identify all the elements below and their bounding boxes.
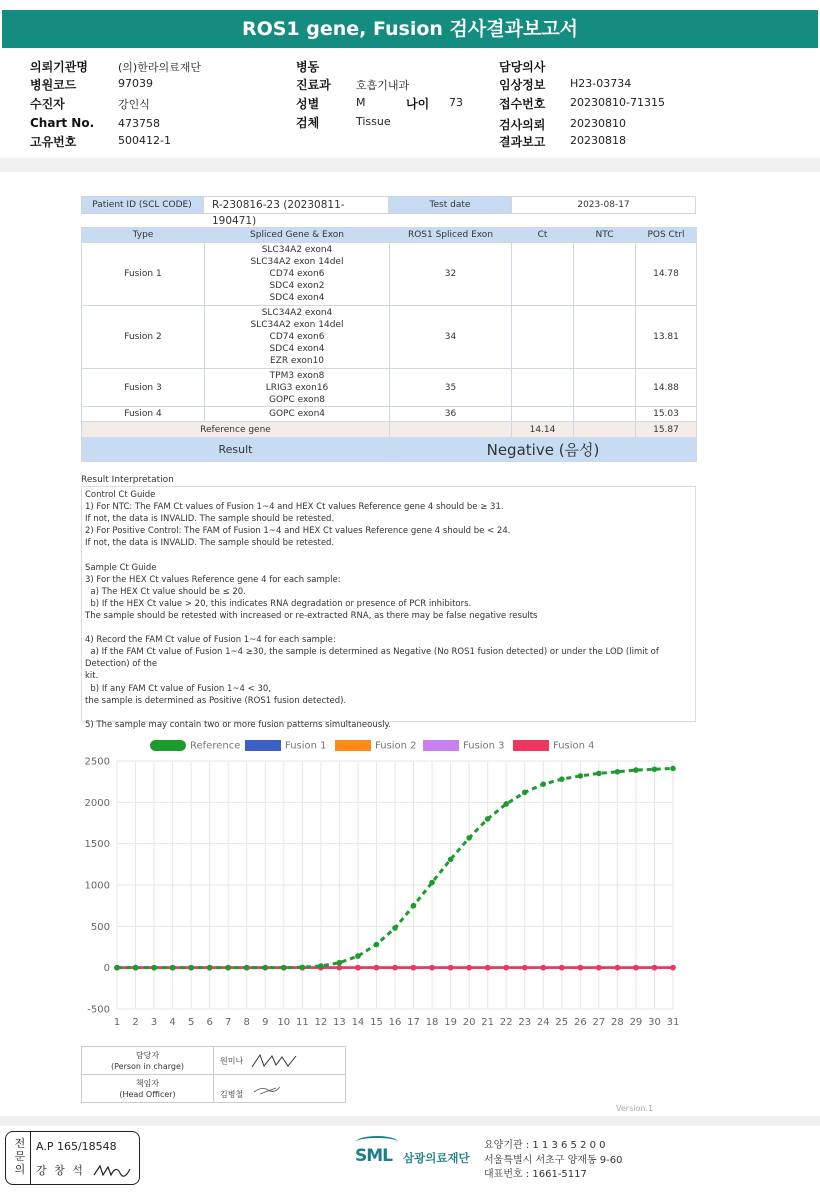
person-in-charge-label: 담당자	[135, 1050, 160, 1060]
table-row	[82, 243, 697, 306]
logo-mark: SML	[355, 1146, 392, 1166]
row-genes	[205, 243, 390, 306]
x-tick-label: 13	[333, 1017, 346, 1028]
x-tick-label: 6	[206, 1017, 213, 1028]
legend-label: Fusion 4	[553, 740, 595, 752]
stamp-divider	[30, 1132, 31, 1184]
value-chart-no: 473758	[118, 117, 160, 130]
legend-swatch	[513, 740, 549, 751]
gene-item: LRIG3 exon16	[265, 382, 329, 393]
data-point	[448, 965, 454, 971]
data-point	[114, 965, 120, 971]
row-genes	[205, 369, 390, 407]
label-age: 나이	[406, 97, 430, 111]
stamp-vertical-char: 전	[14, 1137, 26, 1150]
col-header-gene: Spliced Gene & Exon	[205, 228, 390, 243]
x-tick-label: 8	[243, 1017, 250, 1028]
address-line: 요양기관 : 1 1 3 6 5 2 0 0	[484, 1140, 606, 1151]
x-tick-label: 28	[611, 1017, 624, 1028]
x-tick-label: 10	[277, 1017, 291, 1028]
data-point	[578, 965, 584, 971]
data-point	[281, 965, 287, 971]
result-value: Negative (음성)	[390, 438, 697, 462]
y-tick-label: 0	[103, 963, 110, 975]
gene-item: SLC34A2 exon 14del	[250, 257, 344, 267]
patient-info-block	[0, 54, 820, 154]
interpretation-line	[85, 549, 692, 561]
reference-gene-row	[82, 422, 697, 438]
x-tick-label: 18	[425, 1017, 439, 1028]
gene-item: CD74 exon6	[269, 269, 325, 279]
data-point	[411, 965, 417, 971]
gene-item: CD74 exon6	[269, 332, 325, 342]
x-tick-label: 11	[295, 1017, 309, 1028]
label-department: 진료과	[296, 78, 331, 92]
x-tick-label: 26	[573, 1017, 587, 1028]
data-point	[337, 965, 343, 971]
x-tick-label: 31	[666, 1017, 680, 1028]
data-point	[633, 767, 639, 773]
data-point	[374, 942, 380, 948]
value-sex: M	[356, 96, 366, 109]
label-ward: 병동	[296, 60, 320, 74]
data-point	[318, 963, 324, 969]
data-point	[652, 965, 658, 971]
x-tick-label: 23	[518, 1017, 532, 1028]
legend-item[interactable]	[150, 740, 240, 752]
x-tick-label: 15	[370, 1017, 383, 1028]
row-exon: 36	[390, 407, 512, 422]
data-point	[615, 769, 621, 775]
gene-item: SDC4 exon4	[269, 344, 325, 354]
data-point	[596, 965, 602, 971]
legend-swatch	[150, 740, 186, 751]
label-sex: 성별	[296, 97, 320, 111]
data-point	[466, 835, 472, 841]
patient-id-label: Patient ID (SCL CODE)	[81, 196, 203, 214]
data-point	[633, 965, 639, 971]
row-exon: 32	[390, 243, 512, 306]
interpretation-line: 2) For Positive Control: The FAM of Fusion 1~4 and HEX Ct values Reference gene 4 should be < 24.	[85, 526, 511, 537]
row-type: Fusion 2	[82, 306, 205, 369]
value-receipt-no: 20230810-71315	[570, 96, 665, 109]
x-tick-label: 1	[113, 1017, 121, 1028]
data-point	[652, 766, 658, 772]
x-tick-label: 9	[262, 1017, 269, 1028]
label-patient: 수진자	[30, 97, 65, 111]
signature-image-1	[250, 1052, 300, 1070]
col-header-ntc: NTC	[574, 228, 636, 243]
gene-item: SLC34A2 exon4	[261, 308, 333, 318]
x-tick-label: 7	[225, 1017, 232, 1028]
interpretation-line: 5) The sample may contain two or more fusion patterns simultaneously.	[85, 719, 392, 730]
interpretation-line: The sample should be retested with increased or re-extracted RNA, as there may be false negative results	[85, 610, 538, 621]
x-tick-label: 24	[536, 1017, 550, 1028]
row-pos-ctrl: 14.88	[636, 369, 697, 407]
data-point	[466, 965, 472, 971]
interpretation-line: Sample Ct Guide	[85, 562, 157, 573]
data-point	[540, 781, 546, 787]
row-type: Fusion 4	[82, 407, 205, 422]
legend-item[interactable]	[513, 740, 595, 752]
divider-band-top	[0, 158, 820, 172]
data-point	[522, 790, 528, 796]
row-ntc	[574, 243, 636, 306]
signature-image-2	[250, 1082, 290, 1096]
data-point	[392, 965, 398, 971]
x-tick-label: 3	[150, 1017, 158, 1028]
stamp-vertical-char: 의	[14, 1163, 26, 1176]
legend-swatch	[423, 740, 459, 751]
head-officer-label: 책임자	[135, 1078, 160, 1088]
data-point	[503, 801, 509, 807]
legend-item[interactable]	[245, 740, 327, 752]
row-pos-ctrl: 13.81	[636, 306, 697, 369]
legend-swatch	[245, 740, 281, 751]
x-tick-label: 2	[132, 1017, 139, 1028]
test-date-value: 2023-08-17	[511, 196, 696, 214]
data-point	[151, 965, 157, 971]
data-point	[615, 965, 621, 971]
x-tick-label: 30	[648, 1017, 661, 1028]
patient-id-value: R-230816-23 (20230811-190471)	[203, 196, 389, 214]
reference-gene-exon	[390, 422, 512, 438]
data-point	[485, 816, 491, 822]
gene-item: SLC34A2 exon4	[261, 245, 333, 255]
row-ct	[512, 369, 574, 407]
divider-band-bottom	[0, 1116, 820, 1126]
gene-item: EZR exon10	[269, 356, 325, 366]
row-genes	[205, 306, 390, 369]
x-tick-label: 17	[407, 1017, 420, 1028]
gene-item: SDC4 exon4	[269, 293, 325, 303]
col-header-type: Type	[82, 228, 205, 243]
value-clinical-info: H23-03734	[570, 77, 632, 90]
legend-label: Reference	[190, 740, 241, 752]
value-department: 호흡기내과	[356, 79, 410, 92]
interpretation-line: 4) Record the FAM Ct value of Fusion 1~4 for each sample:	[85, 635, 336, 646]
data-point	[337, 960, 343, 966]
data-point	[485, 965, 491, 971]
interpretation-line: b) If the HEX Ct value > 20, this indicates RNA degradation or presence of PCR inhibitors.	[85, 598, 472, 609]
data-point	[355, 953, 361, 959]
head-officer-cell	[82, 1075, 214, 1103]
reference-gene-label: Reference gene	[82, 422, 390, 438]
value-result-report: 20230818	[570, 134, 626, 147]
label-receipt-no: 접수번호	[499, 97, 546, 111]
data-point	[670, 766, 676, 772]
gene-item: SDC4 exon2	[269, 281, 325, 291]
interpretation-line: kit.	[85, 671, 99, 682]
stamp-vertical-char: 문	[14, 1150, 26, 1163]
x-tick-label: 21	[481, 1017, 495, 1028]
row-type: Fusion 1	[82, 243, 205, 306]
label-hospital-code: 병원코드	[30, 78, 77, 92]
value-patient: 강인식	[118, 98, 150, 111]
person-in-charge-name: 원미나	[220, 1056, 244, 1065]
col-header-pos-ctrl: POS Ctrl	[636, 228, 697, 243]
y-tick-label: -500	[87, 1004, 110, 1016]
data-point	[522, 965, 528, 971]
interpretation-line: If not, the data is INVALID. The sample should be retested.	[85, 538, 335, 549]
col-header-ct: Ct	[512, 228, 574, 243]
y-tick-label: 1500	[84, 839, 110, 851]
x-tick-label: 19	[444, 1017, 457, 1028]
interpretation-line: a) The HEX Ct value should be ≤ 20.	[85, 586, 246, 597]
stamp-signature	[92, 1163, 132, 1179]
company-address	[484, 1139, 623, 1183]
interpretation-title: Result Interpretation	[81, 475, 174, 485]
data-point	[262, 965, 268, 971]
table-row	[82, 407, 697, 422]
data-point	[300, 964, 306, 970]
amplification-chart	[80, 755, 690, 1035]
legend-label: Fusion 1	[285, 740, 327, 752]
x-tick-label: 12	[314, 1017, 328, 1028]
interpretation-line: 1) For NTC: The FAM Ct values of Fusion 1~4 and HEX Ct values Reference gene 4 should be ≥ 31.	[85, 502, 504, 513]
data-point	[374, 965, 380, 971]
x-tick-label: 25	[555, 1017, 569, 1028]
interpretation-line: the sample is determined as Positive (ROS1 fusion detected).	[85, 695, 347, 706]
value-hospital-code: 97039	[118, 77, 153, 90]
y-tick-label: 500	[90, 921, 110, 933]
data-point	[448, 857, 454, 863]
data-point	[355, 965, 361, 971]
interpretation-line: b) If any FAM Ct value of Fusion 1~4 < 30,	[85, 683, 271, 694]
person-in-charge-name-cell	[214, 1047, 346, 1075]
data-point	[244, 965, 250, 971]
data-point	[540, 965, 546, 971]
label-requesting-org: 의뢰기관명	[30, 60, 88, 74]
x-tick-label: 5	[187, 1017, 195, 1028]
logo-name: 삼광의료재단	[403, 1151, 470, 1165]
legend-swatch	[335, 740, 371, 751]
x-tick-label: 27	[592, 1017, 606, 1028]
data-point	[429, 880, 435, 886]
row-exon: 35	[390, 369, 512, 407]
result-label: Result	[82, 438, 390, 462]
row-ct	[512, 243, 574, 306]
data-point	[411, 903, 417, 909]
value-test-request: 20230810	[570, 117, 626, 130]
pathologist-stamp	[5, 1131, 140, 1185]
label-chart-no: Chart No.	[30, 116, 95, 130]
row-exon: 34	[390, 306, 512, 369]
row-type: Fusion 3	[82, 369, 205, 407]
data-point	[188, 965, 194, 971]
stamp-license: A.P 165/18548	[36, 1140, 117, 1153]
x-tick-label: 16	[388, 1017, 402, 1028]
gene-item: GOPC exon8	[269, 394, 325, 405]
stamp-name	[36, 1162, 132, 1179]
reference-gene-pos: 15.87	[636, 422, 697, 438]
data-point	[133, 965, 139, 971]
head-officer-name-cell	[214, 1075, 346, 1103]
interpretation-line: a) If the FAM Ct value of Fusion 1~4 ≥30, the sample is determined as Negative (No ROS1 fusion detected) or under the LOD (limit of Detection) of the	[85, 647, 662, 670]
reference-gene-ntc	[574, 422, 636, 438]
table-row	[82, 369, 697, 407]
report-title: ROS1 gene, Fusion 검사결과보고서	[2, 10, 818, 48]
interpretation-line	[85, 622, 692, 634]
row-ntc	[574, 407, 636, 422]
head-officer-name: 김병철	[220, 1090, 244, 1099]
y-tick-label: 1000	[84, 880, 110, 892]
interpretation-line: If not, the data is INVALID. The sample should be retested.	[85, 514, 335, 525]
reference-gene-ct: 14.14	[512, 422, 574, 438]
row-ntc	[574, 306, 636, 369]
value-requesting-org: (의)한라의료재단	[118, 61, 201, 74]
data-point	[207, 965, 213, 971]
data-point	[559, 776, 565, 782]
stamp-vertical-text	[11, 1137, 29, 1176]
value-unique-no: 500412-1	[118, 134, 171, 147]
value-age: 73	[449, 96, 463, 109]
head-officer-en: (Head Officer)	[119, 1089, 176, 1099]
interpretation-line	[85, 707, 692, 719]
label-test-request: 검사의뢰	[499, 118, 546, 132]
x-tick-label: 20	[462, 1017, 476, 1028]
person-in-charge-en: (Person in charge)	[110, 1061, 185, 1071]
x-tick-label: 29	[629, 1017, 643, 1028]
version-label: Version.1	[616, 1104, 654, 1113]
legend-label: Fusion 3	[463, 740, 505, 752]
address-line: 서울특별시 서초구 양재동 9-60	[484, 1154, 623, 1166]
label-physician: 담당의사	[499, 60, 546, 74]
row-ct	[512, 306, 574, 369]
result-row	[82, 438, 697, 462]
interpretation-line: 3) For the HEX Ct values Reference gene 4 for each sample:	[85, 574, 341, 585]
y-tick-label: 2000	[84, 797, 110, 809]
legend-label: Fusion 2	[375, 740, 417, 752]
row-genes	[205, 407, 390, 422]
row-ct	[512, 407, 574, 422]
interpretation-line: Control Ct Guide	[85, 490, 156, 500]
gene-item: SLC34A2 exon 14del	[250, 320, 344, 330]
data-point	[392, 925, 398, 931]
value-specimen: Tissue	[356, 115, 391, 128]
data-point	[559, 965, 565, 971]
data-point	[578, 773, 584, 779]
col-header-ros1-exon: ROS1 Spliced Exon	[390, 228, 512, 243]
company-logo	[355, 1138, 485, 1178]
label-specimen: 검체	[296, 116, 320, 130]
gene-item: GOPC exon4	[269, 409, 325, 419]
data-point	[596, 771, 602, 777]
data-point	[429, 965, 435, 971]
label-unique-no: 고유번호	[30, 135, 77, 149]
results-table	[81, 227, 697, 462]
interpretation-box	[81, 486, 696, 730]
data-point	[503, 965, 509, 971]
person-in-charge-cell	[82, 1047, 214, 1075]
table-row	[82, 306, 697, 369]
x-tick-label: 22	[499, 1017, 513, 1028]
row-pos-ctrl: 14.78	[636, 243, 697, 306]
label-clinical-info: 임상정보	[499, 78, 546, 92]
legend-item[interactable]	[335, 740, 417, 752]
row-ntc	[574, 369, 636, 407]
stamp-name-text: 강 창 석	[36, 1164, 85, 1177]
y-tick-label: 2500	[84, 756, 110, 768]
legend-item[interactable]	[423, 740, 505, 752]
x-tick-label: 4	[169, 1017, 176, 1028]
signature-table	[81, 1046, 346, 1103]
data-point	[170, 965, 176, 971]
data-point	[670, 965, 676, 971]
address-line: 대표번호 : 1661-5117	[484, 1169, 587, 1180]
row-pos-ctrl: 15.03	[636, 407, 697, 422]
data-point	[225, 965, 231, 971]
label-result-report: 결과보고	[499, 135, 546, 149]
x-tick-label: 14	[351, 1017, 365, 1028]
test-date-label: Test date	[389, 196, 511, 214]
gene-item: TPM3 exon8	[269, 370, 325, 381]
